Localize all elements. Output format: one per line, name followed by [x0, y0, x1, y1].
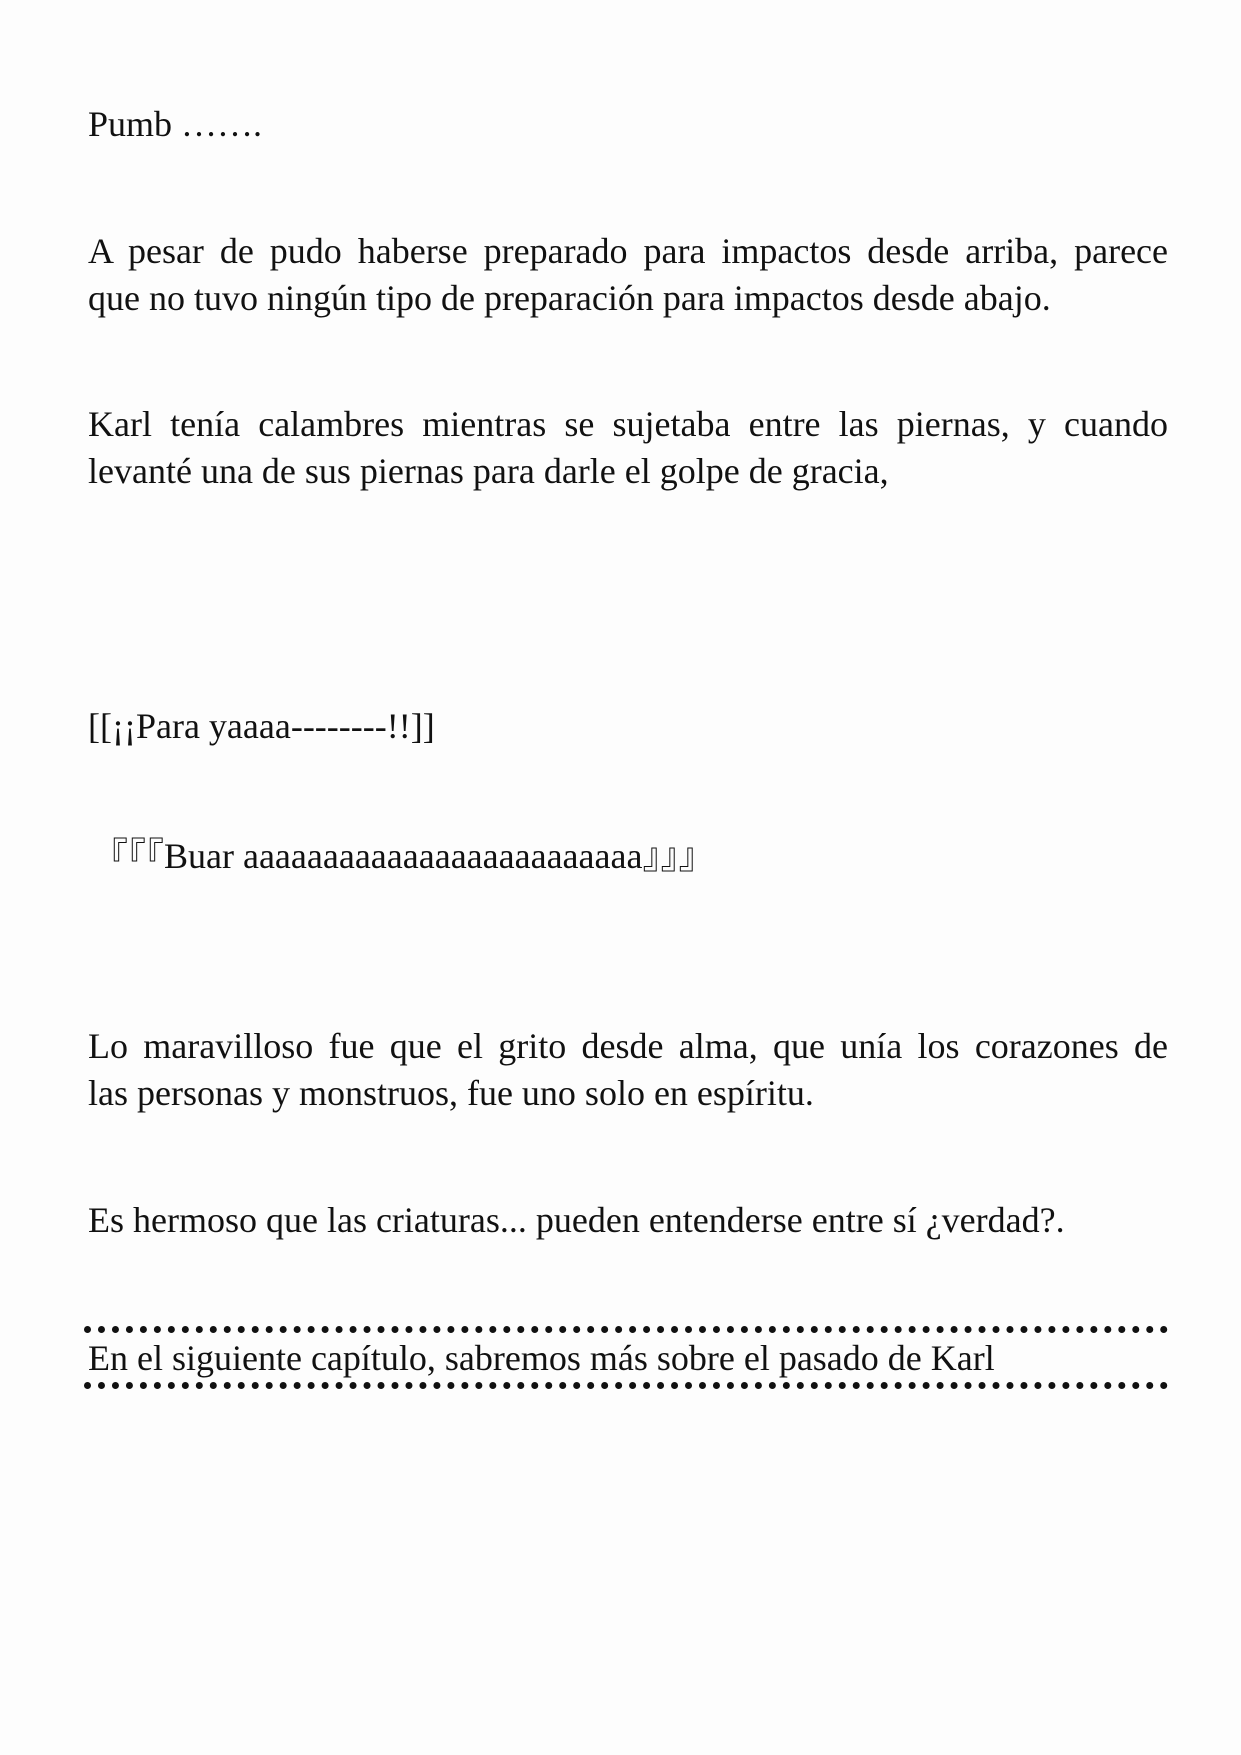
paragraph-line: Es hermoso que las criaturas... pueden entenderse entre sí ¿verdad?. [88, 1200, 1065, 1240]
shout-line: 『『『Buar aaaaaaaaaaaaaaaaaaaaaaaaa』』』 [92, 836, 715, 876]
paragraph-line: A pesar de pudo haberse preparado para impactos desde arriba, parece [88, 231, 1168, 271]
paragraph-line: levanté una de sus piernas para darle el golpe de gracia, [88, 451, 889, 491]
dotted-divider [84, 1382, 1168, 1389]
next-chapter-note: En el siguiente capítulo, sabremos más sobre el pasado de Karl [88, 1338, 995, 1378]
paragraph-line: Karl tenía calambres mientras se sujetaba entre las piernas, y cuando [88, 404, 1168, 444]
text-line-pumb: Pumb ……. [88, 104, 263, 144]
paragraph-line: que no tuvo ningún tipo de preparación para impactos desde abajo. [88, 278, 1051, 318]
paragraph-line: las personas y monstruos, fue uno solo en espíritu. [88, 1073, 814, 1113]
paragraph-line: Lo maravilloso fue que el grito desde alma, que unía los corazones de [88, 1026, 1168, 1066]
shout-line: [[¡¡Para yaaaa--------!!]] [88, 706, 435, 746]
dotted-divider [84, 1326, 1168, 1333]
